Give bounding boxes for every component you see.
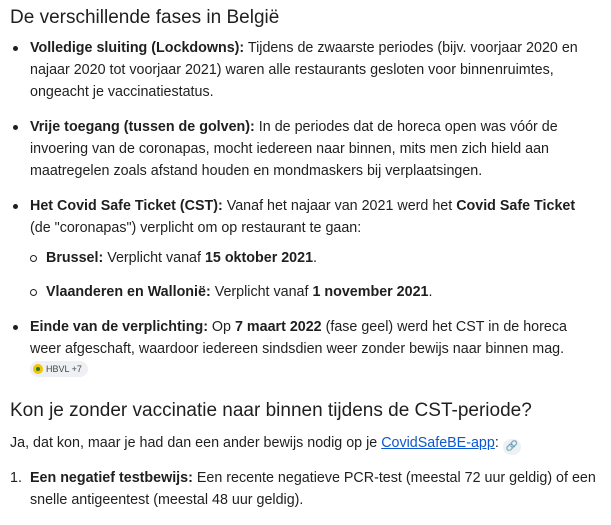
item-text: (fase geel) werd het CST in de horeca weer afgeschaft, waardoor iedereen sindsdien weer zonder bewijs naar binnen mag. — [30, 319, 567, 357]
intro-text: Ja, dat kon, maar je had dan een ander bewijs nodig op je — [10, 435, 382, 451]
item-date: 7 maart 2022 — [234, 319, 322, 335]
source-chip[interactable] — [30, 361, 88, 377]
item-text: In de periodes dat de horeca open was vóór de invoering van de coronapas, mocht iedereen naar binnen, mits men zich hield aan maatregelen zoals afstand houden en mondmaskers bij verplaatsingen. — [30, 119, 558, 179]
sub-item-date: 1 november 2021 — [312, 284, 429, 300]
item-label: Volledige sluiting (Lockdowns): — [30, 40, 245, 56]
step-text: Een recente negatieve PCR-test (meestal 72 uur geldig) of een snelle antigeentest (meestal 48 uur geldig). — [30, 470, 596, 508]
phases-list — [10, 37, 599, 382]
sub-list-item — [30, 247, 599, 269]
sub-item-text: Verplicht vanaf — [210, 284, 313, 300]
sub-item-end: . — [428, 284, 433, 300]
source-chip-label: HBVL +7 — [46, 364, 82, 374]
link-icon[interactable]: 🔗 — [503, 439, 521, 455]
item-text: Vanaf het najaar van 2021 werd het — [222, 198, 457, 214]
item-text: Op — [207, 319, 235, 335]
proof-steps-list — [10, 467, 599, 511]
section-heading-cst: Kon je zonder vaccinatie naar binnen tijdens de CST-periode? — [10, 400, 532, 421]
section-heading-phases: De verschillende fases in België — [10, 7, 280, 28]
sub-item-date: 15 oktober 2021 — [204, 250, 314, 266]
item-text: (de "coronapas") verplicht om op restaurant te gaan: — [30, 220, 362, 236]
region-sublist — [30, 247, 599, 303]
item-text: Tijdens de zwaarste periodes (bijv. voorjaar 2020 en najaar 2020 tot voorjaar 2021) waren alle restaurants gesloten voor binnenruimtes, ongeacht je vaccinatiestatus. — [30, 40, 578, 100]
sub-item-label: Vlaanderen en Wallonië: — [46, 284, 211, 300]
list-item — [10, 195, 599, 303]
step-number: 1. — [10, 470, 22, 486]
list-item — [10, 467, 599, 511]
list-item — [10, 37, 599, 103]
intro-paragraph — [10, 432, 599, 455]
list-item — [10, 316, 599, 382]
item-label: Het Covid Safe Ticket (CST): — [30, 198, 223, 214]
covidsafe-app-link[interactable]: CovidSafeBE-app — [381, 435, 495, 451]
sub-item-end: . — [313, 250, 318, 266]
step-label: Een negatief testbewijs: — [30, 470, 193, 486]
sub-list-item — [30, 281, 599, 303]
list-item — [10, 116, 599, 182]
sub-item-text: Verplicht vanaf — [103, 250, 205, 266]
hbvl-logo-icon — [33, 364, 43, 374]
item-label: Einde van de verplichting: — [30, 319, 208, 335]
item-bold: Covid Safe Ticket — [456, 198, 576, 214]
sub-item-label: Brussel: — [46, 250, 104, 266]
intro-colon: : — [494, 435, 499, 451]
item-label: Vrije toegang (tussen de golven): — [30, 119, 255, 135]
